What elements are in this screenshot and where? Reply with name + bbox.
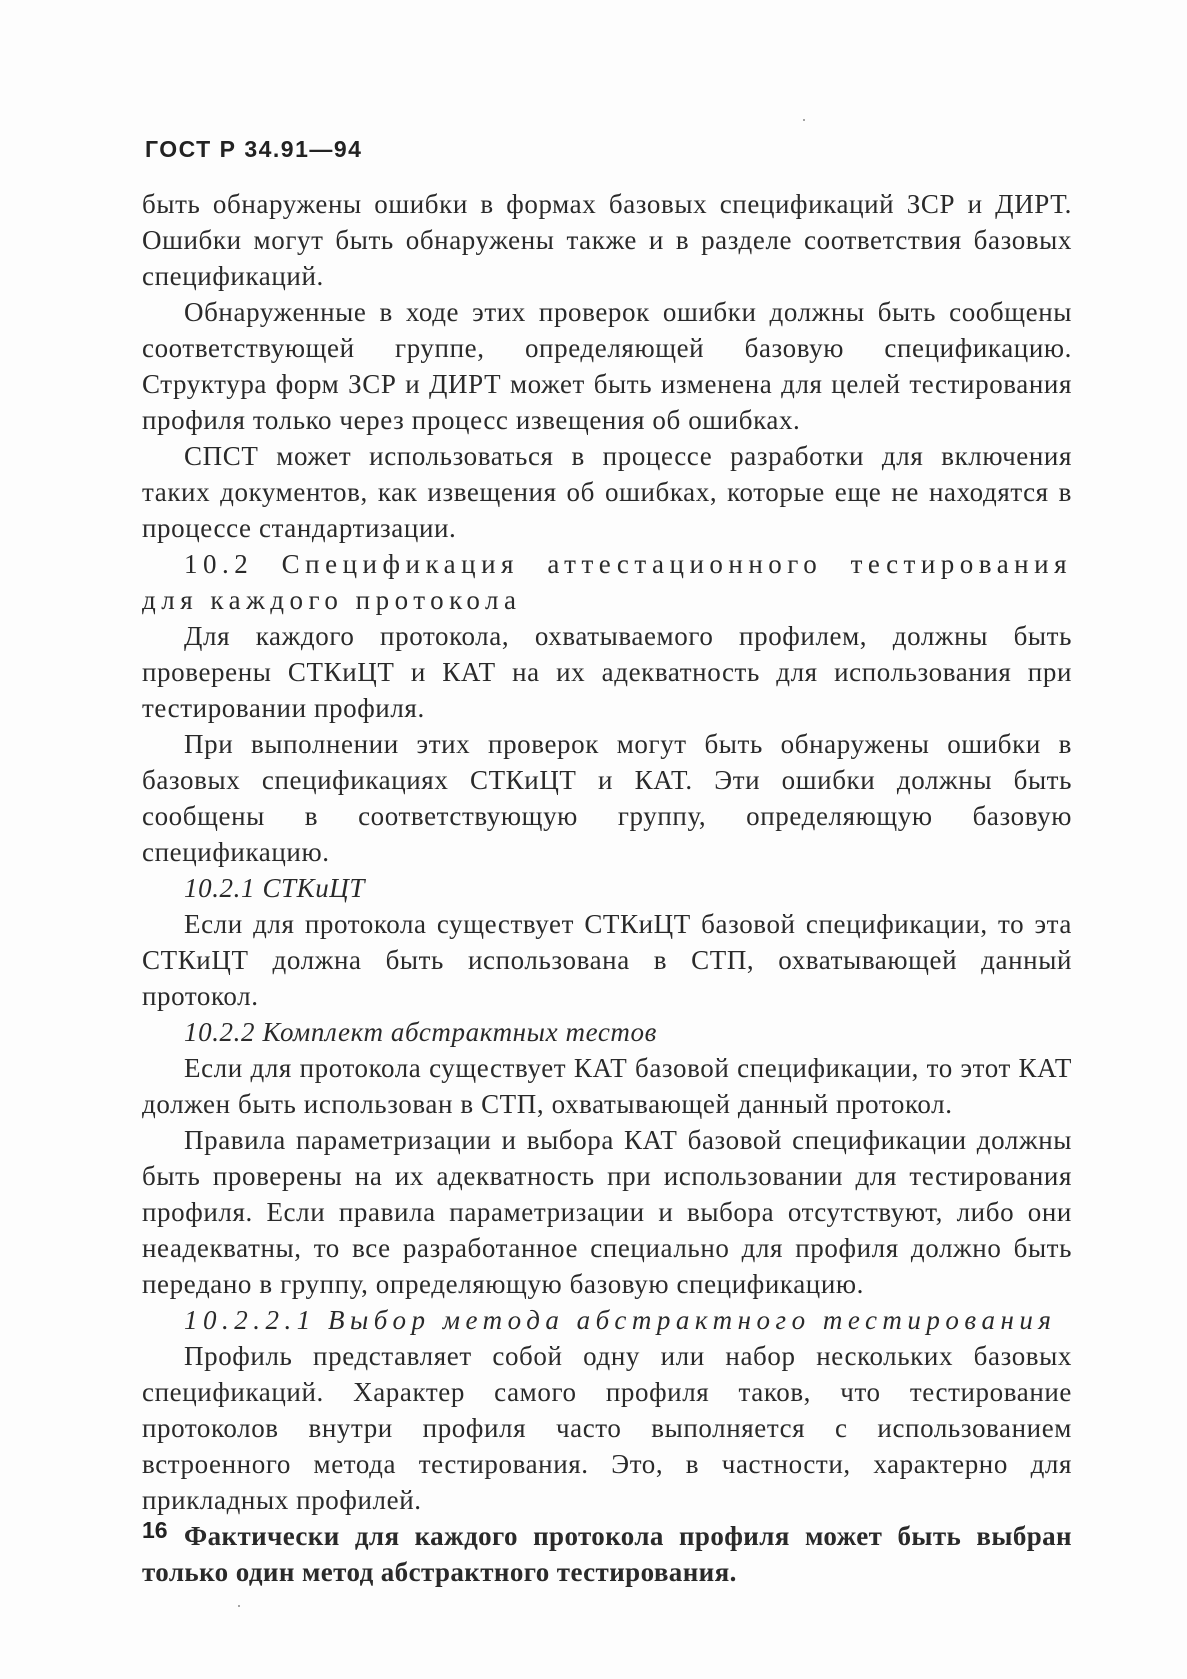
paragraph: Если для протокола существует КАТ базовой спецификации, то этот КАТ должен быть использован в СТП, охватывающей данный протокол.: [142, 1053, 1072, 1119]
body-text: [142, 186, 1072, 1590]
paragraph: При выполнении этих проверок могут быть обнаружены ошибки в базовых спецификациях СТКиЦТ и КАТ. Эти ошибки должны быть сообщены в соответствующую группу, определяющую базовую спецификацию.: [142, 729, 1072, 867]
paragraph: Правила параметризации и выбора КАТ базовой спецификации должны быть проверены на их адекватность при использовании для тестирования профиля. Если правила параметризации и выбора отсутствуют, либо они неадекватны, то все разработанное специально для профиля должно быть передано в группу, определяющую базовую спецификацию.: [142, 1125, 1072, 1299]
paragraph: Профиль представляет собой одну или набор нескольких базовых спецификаций. Характер самого профиля таков, что тестирование протоколов внутри профиля часто выполняется с использованием встроенного метода тестирования. Это, в частности, характерно для прикладных профилей.: [142, 1341, 1072, 1515]
paragraph: Для каждого протокола, охватываемого профилем, должны быть проверены СТКиЦТ и КАТ на их адекватность для использования при тестировании профиля.: [142, 621, 1072, 723]
standard-header: ГОСТ Р 34.91—94: [145, 136, 363, 162]
paragraph: Обнаруженные в ходе этих проверок ошибки должны быть сообщены соответствующей группе, определяющей базовую спецификацию. Структура форм ЗСР и ДИРТ может быть изменена для целей тестирования профиля только через процесс извещения об ошибках.: [142, 297, 1072, 435]
section-heading-10-2-1: 10.2.1 СТКиЦТ: [184, 873, 366, 903]
paragraph: быть обнаружены ошибки в формах базовых спецификаций ЗСР и ДИРТ. Ошибки могут быть обнаружены также и в разделе соответствия базовых спецификаций.: [142, 189, 1072, 291]
section-heading-10-2: 10.2 Спецификация аттестационного тестирования для каждого протокола: [142, 549, 1072, 615]
section-heading-10-2-2-1: 10.2.2.1 Выбор метода абстрактного тестирования: [184, 1305, 1057, 1335]
page-number: 16: [142, 1517, 168, 1543]
paragraph: СПСТ может использоваться в процессе разработки для включения таких документов, как извещения об ошибках, которые еще не находятся в процессе стандартизации.: [142, 441, 1072, 543]
paragraph-bold: Фактически для каждого протокола профиля может быть выбран только один метод абстрактного тестирования.: [142, 1521, 1072, 1587]
scan-speck: [238, 1605, 240, 1607]
paragraph: Если для протокола существует СТКиЦТ базовой спецификации, то эта СТКиЦТ должна быть использована в СТП, охватывающей данный протокол.: [142, 909, 1072, 1011]
section-heading-10-2-2: 10.2.2 Комплект абстрактных тестов: [184, 1017, 657, 1047]
scan-speck: [803, 119, 805, 121]
